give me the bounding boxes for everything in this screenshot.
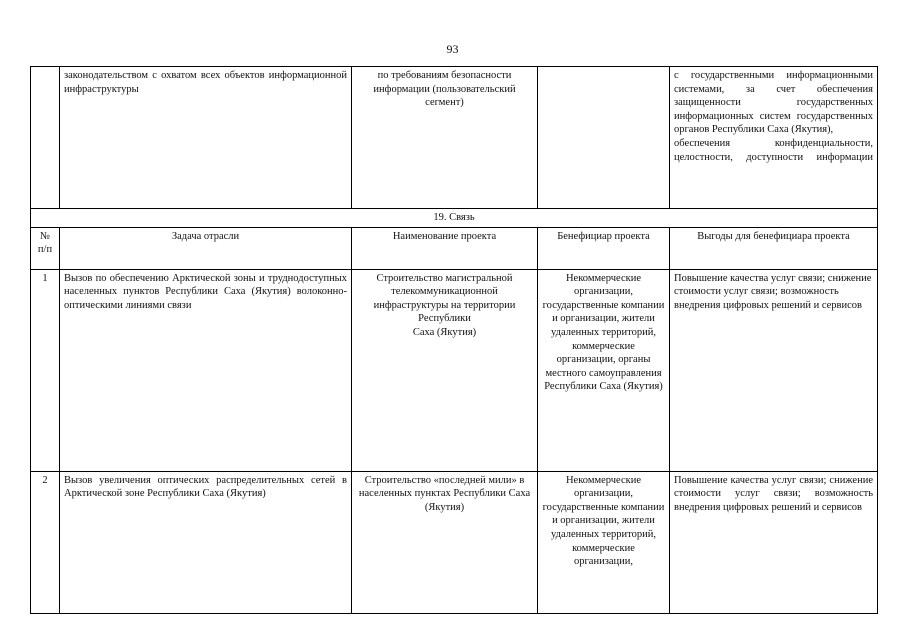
header-num: № п/п (31, 227, 60, 269)
task-cell: Вызов увеличения оптических распределительных сетей в Арктической зоне Республики Саха (Якутия) (60, 471, 352, 613)
project-text: Саха (Якутия) (412, 326, 477, 338)
project-cell (352, 471, 538, 613)
table-row (31, 471, 878, 613)
benefits-text: обеспечения конфиденциальности, целостности, доступности информации (674, 137, 873, 163)
section-heading-row (31, 209, 878, 228)
header-beneficiary: Бенефициар проекта (538, 227, 670, 269)
section-title: 19. Связь (31, 209, 878, 228)
benefits-text: с государственными информационными системами, за счет обеспечения защищенности государственных информационных систем государственных органов Республики Саха (Якутия), (674, 70, 873, 136)
benefits-cell (670, 67, 878, 209)
project-text: Строительство «последней мили» в населенных пунктах Республики Саха (Якутия) (358, 474, 531, 513)
task-cell: Вызов по обеспечению Арктической зоны и труднодоступных населенных пунктов Республики Саха (Якутия) волоконно-оптическими линиями связи (60, 269, 352, 471)
row-number: 1 (31, 269, 60, 471)
project-text: Строительство магистральной телекоммуникационной инфраструктуры на территории Республики (373, 272, 516, 325)
page-number: 93 (446, 42, 459, 56)
row-number: 2 (31, 471, 60, 613)
document-table (30, 66, 878, 614)
project-cell (352, 269, 538, 471)
beneficiary-cell (538, 67, 670, 209)
task-cell: законодательством с охватом всех объектов информационной инфраструктуры (60, 67, 352, 209)
beneficiary-cell: Некоммерческие организации, государственные компании и организации, жители удаленных территорий, коммерческие организации, органы местного самоуправления Республики Саха (Якутия) (538, 269, 670, 471)
beneficiary-cell: Некоммерческие организации, государственные компании и организации, жители удаленных территорий, коммерческие организации, (538, 471, 670, 613)
benefits-cell: Повышение качества услуг связи; снижение стоимости услуг связи; возможность внедрения цифровых решений и сервисов (670, 471, 878, 613)
benefits-cell: Повышение качества услуг связи; снижение стоимости услуг связи; возможность внедрения цифровых решений и сервисов (670, 269, 878, 471)
table-row-continued (31, 67, 878, 209)
project-cell: по требованиям безопасности информации (пользовательский сегмент) (352, 67, 538, 209)
num-cell (31, 67, 60, 209)
table-row (31, 269, 878, 471)
header-benefits: Выгоды для бенефициара проекта (670, 227, 878, 269)
header-task: Задача отрасли (60, 227, 352, 269)
table-header-row (31, 227, 878, 269)
header-project: Наименование проекта (352, 227, 538, 269)
